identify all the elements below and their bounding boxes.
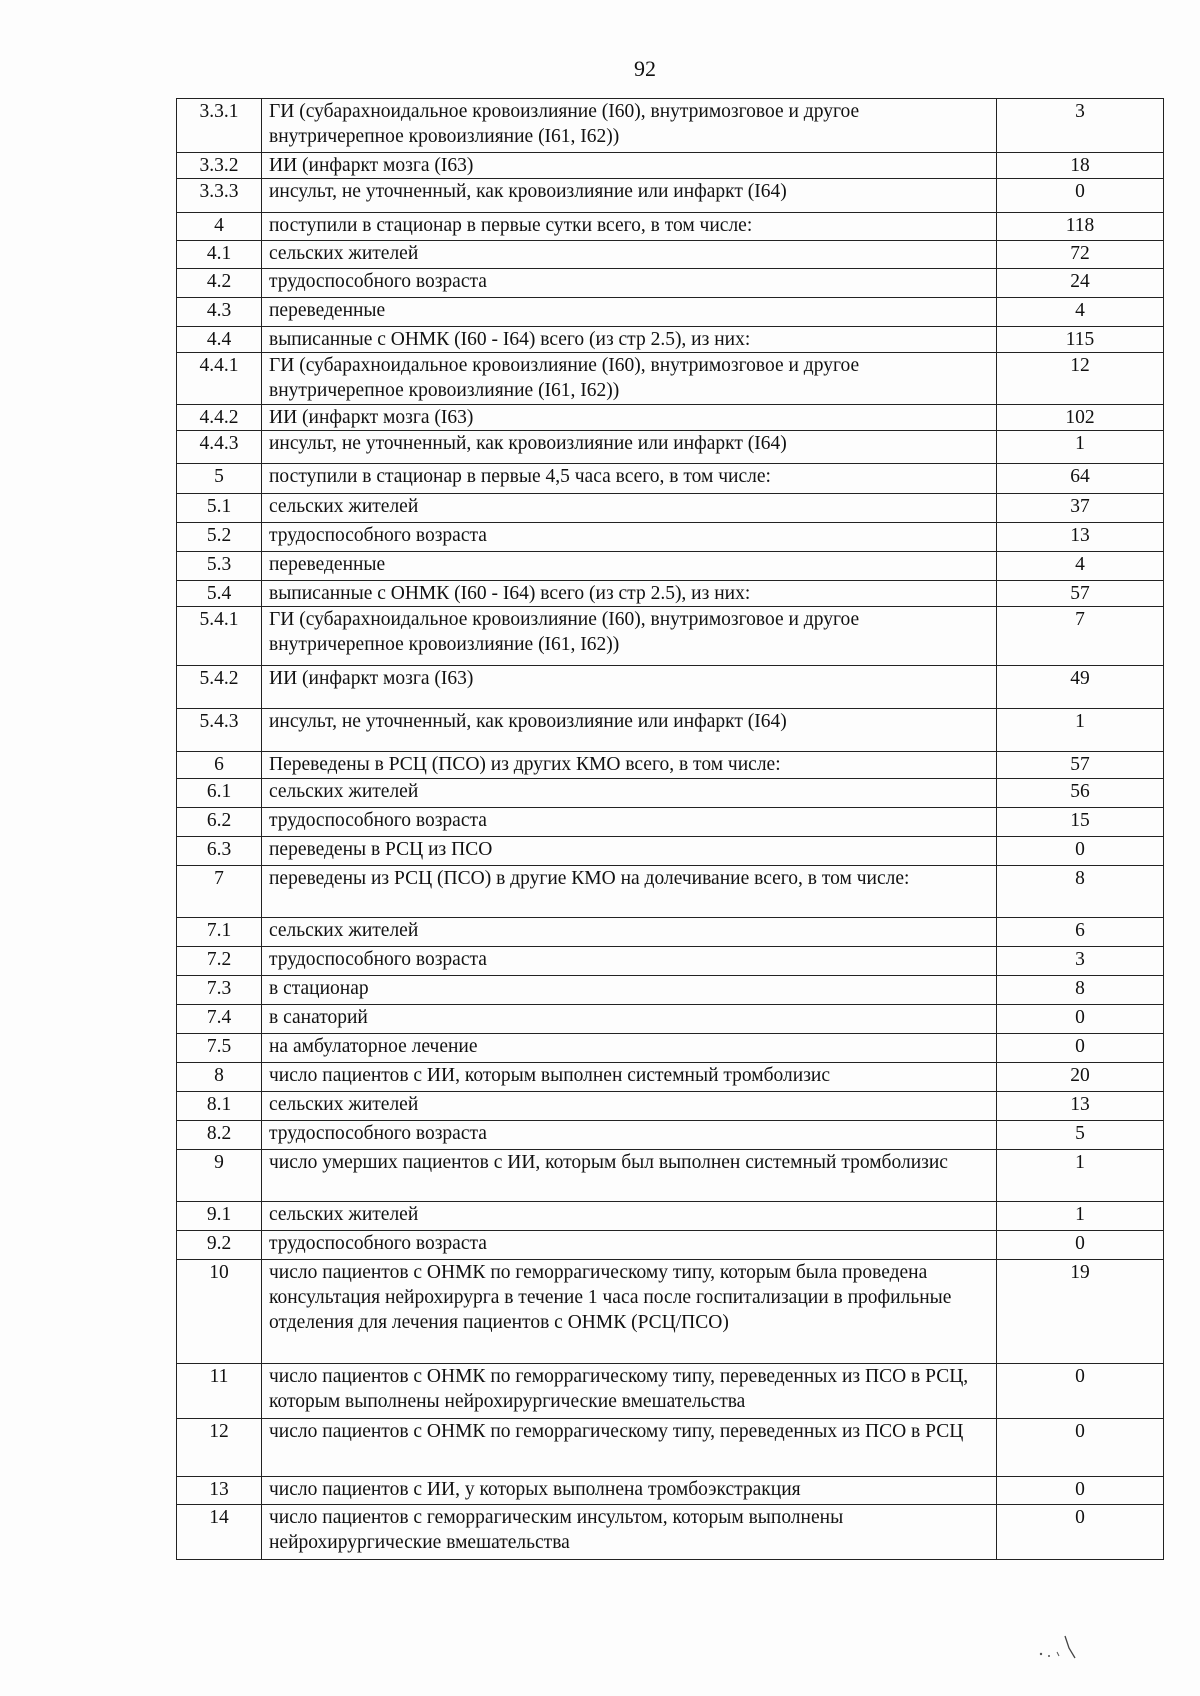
row-value-cell: 18 bbox=[997, 153, 1164, 179]
row-value-cell: 7 bbox=[997, 607, 1164, 666]
row-value-cell: 19 bbox=[997, 1260, 1164, 1364]
row-value-cell: 1 bbox=[997, 1202, 1164, 1231]
row-description-cell: ИИ (инфаркт мозга (I63) bbox=[262, 153, 997, 179]
row-value-cell: 37 bbox=[997, 494, 1164, 523]
row-description-cell: сельских жителей bbox=[262, 241, 997, 269]
row-description-cell: трудоспособного возраста bbox=[262, 269, 997, 298]
row-value-cell: 0 bbox=[997, 1419, 1164, 1477]
row-value-cell: 6 bbox=[997, 918, 1164, 947]
table-row bbox=[177, 918, 1164, 947]
row-number-cell: 4 bbox=[177, 213, 262, 241]
table-row bbox=[177, 405, 1164, 431]
row-description-cell: сельских жителей bbox=[262, 779, 997, 808]
row-number-cell: 5.4.2 bbox=[177, 666, 262, 709]
row-value-cell: 1 bbox=[997, 1150, 1164, 1202]
row-description-cell: переведенные bbox=[262, 298, 997, 327]
row-value-cell: 102 bbox=[997, 405, 1164, 431]
table-row bbox=[177, 464, 1164, 494]
row-number-cell: 4.2 bbox=[177, 269, 262, 298]
row-number-cell: 3.3.1 bbox=[177, 99, 262, 153]
row-description-cell: трудоспособного возраста bbox=[262, 947, 997, 976]
row-value-cell: 20 bbox=[997, 1063, 1164, 1092]
row-value-cell: 56 bbox=[997, 779, 1164, 808]
row-number-cell: 7 bbox=[177, 866, 262, 918]
row-number-cell: 7.5 bbox=[177, 1034, 262, 1063]
table-row bbox=[177, 1231, 1164, 1260]
scan-smudge-mark bbox=[1035, 1632, 1095, 1662]
row-value-cell: 13 bbox=[997, 523, 1164, 552]
table-row bbox=[177, 866, 1164, 918]
row-value-cell: 0 bbox=[997, 837, 1164, 866]
row-description-cell: число пациентов с ОНМК по геморрагическому типу, которым была проведена консультация нейрохирурга в течение 1 часа после госпитализации в профильные отделения для лечения пациентов с ОНМК (РСЦ/ПСО) bbox=[262, 1260, 997, 1364]
row-description-cell: сельских жителей bbox=[262, 494, 997, 523]
row-description-cell: ИИ (инфаркт мозга (I63) bbox=[262, 666, 997, 709]
row-value-cell: 0 bbox=[997, 1034, 1164, 1063]
row-value-cell: 0 bbox=[997, 1005, 1164, 1034]
row-description-cell: поступили в стационар в первые сутки всего, в том числе: bbox=[262, 213, 997, 241]
row-number-cell: 5.3 bbox=[177, 552, 262, 581]
row-value-cell: 0 bbox=[997, 1477, 1164, 1505]
row-description-cell: в стационар bbox=[262, 976, 997, 1005]
table-row bbox=[177, 1202, 1164, 1231]
table-row bbox=[177, 709, 1164, 752]
row-description-cell: сельских жителей bbox=[262, 1092, 997, 1121]
row-number-cell: 8.1 bbox=[177, 1092, 262, 1121]
row-value-cell: 1 bbox=[997, 709, 1164, 752]
table-row bbox=[177, 298, 1164, 327]
row-number-cell: 13 bbox=[177, 1477, 262, 1505]
row-number-cell: 9 bbox=[177, 1150, 262, 1202]
row-number-cell: 6 bbox=[177, 752, 262, 779]
row-value-cell: 0 bbox=[997, 1231, 1164, 1260]
row-description-cell: число пациентов с ИИ, у которых выполнена тромбоэкстракция bbox=[262, 1477, 997, 1505]
table-row bbox=[177, 1092, 1164, 1121]
table-row bbox=[177, 1150, 1164, 1202]
row-description-cell: число умерших пациентов с ИИ, которым был выполнен системный тромболизис bbox=[262, 1150, 997, 1202]
table-row bbox=[177, 752, 1164, 779]
row-value-cell: 0 bbox=[997, 1364, 1164, 1419]
row-description-cell: ГИ (субарахноидальное кровоизлияние (I60), внутримозговое и другое внутричерепное кровоизлияние (I61, I62)) bbox=[262, 99, 997, 153]
row-number-cell: 5.4.1 bbox=[177, 607, 262, 666]
row-number-cell: 7.4 bbox=[177, 1005, 262, 1034]
row-description-cell: переведены из РСЦ (ПСО) в другие КМО на долечивание всего, в том числе: bbox=[262, 866, 997, 918]
row-number-cell: 4.4 bbox=[177, 327, 262, 353]
table-row bbox=[177, 607, 1164, 666]
table-row bbox=[177, 808, 1164, 837]
table-row bbox=[177, 431, 1164, 464]
row-number-cell: 6.2 bbox=[177, 808, 262, 837]
row-value-cell: 4 bbox=[997, 298, 1164, 327]
table-row bbox=[177, 241, 1164, 269]
row-number-cell: 12 bbox=[177, 1419, 262, 1477]
row-value-cell: 24 bbox=[997, 269, 1164, 298]
table-row bbox=[177, 179, 1164, 213]
row-number-cell: 8.2 bbox=[177, 1121, 262, 1150]
row-value-cell: 15 bbox=[997, 808, 1164, 837]
table-row bbox=[177, 552, 1164, 581]
row-number-cell: 4.1 bbox=[177, 241, 262, 269]
table-row bbox=[177, 1121, 1164, 1150]
row-description-cell: ГИ (субарахноидальное кровоизлияние (I60), внутримозговое и другое внутричерепное кровоизлияние (I61, I62)) bbox=[262, 353, 997, 405]
row-number-cell: 5 bbox=[177, 464, 262, 494]
row-number-cell: 4.4.2 bbox=[177, 405, 262, 431]
row-number-cell: 4.3 bbox=[177, 298, 262, 327]
row-number-cell: 7.1 bbox=[177, 918, 262, 947]
table-row bbox=[177, 1505, 1164, 1560]
row-description-cell: сельских жителей bbox=[262, 1202, 997, 1231]
row-description-cell: выписанные с ОНМК (I60 - I64) всего (из стр 2.5), из них: bbox=[262, 327, 997, 353]
row-description-cell: трудоспособного возраста bbox=[262, 808, 997, 837]
row-number-cell: 3.3.3 bbox=[177, 179, 262, 213]
row-value-cell: 1 bbox=[997, 431, 1164, 464]
row-description-cell: число пациентов с ОНМК по геморрагическому типу, переведенных из ПСО в РСЦ bbox=[262, 1419, 997, 1477]
table-row bbox=[177, 1477, 1164, 1505]
row-value-cell: 57 bbox=[997, 581, 1164, 607]
row-description-cell: переведены в РСЦ из ПСО bbox=[262, 837, 997, 866]
row-description-cell: на амбулаторное лечение bbox=[262, 1034, 997, 1063]
table-row bbox=[177, 581, 1164, 607]
row-description-cell: сельских жителей bbox=[262, 918, 997, 947]
row-number-cell: 8 bbox=[177, 1063, 262, 1092]
table-row bbox=[177, 153, 1164, 179]
table-body bbox=[177, 99, 1164, 1560]
row-description-cell: инсульт, не уточненный, как кровоизлияние или инфаркт (I64) bbox=[262, 431, 997, 464]
table-row bbox=[177, 523, 1164, 552]
row-number-cell: 5.4 bbox=[177, 581, 262, 607]
row-value-cell: 5 bbox=[997, 1121, 1164, 1150]
row-value-cell: 118 bbox=[997, 213, 1164, 241]
row-number-cell: 11 bbox=[177, 1364, 262, 1419]
row-value-cell: 13 bbox=[997, 1092, 1164, 1121]
row-value-cell: 8 bbox=[997, 866, 1164, 918]
row-value-cell: 8 bbox=[997, 976, 1164, 1005]
table-row bbox=[177, 213, 1164, 241]
row-description-cell: Переведены в РСЦ (ПСО) из других КМО всего, в том числе: bbox=[262, 752, 997, 779]
row-description-cell: в санаторий bbox=[262, 1005, 997, 1034]
row-number-cell: 14 bbox=[177, 1505, 262, 1560]
row-value-cell: 12 bbox=[997, 353, 1164, 405]
table-row bbox=[177, 99, 1164, 153]
table-row bbox=[177, 494, 1164, 523]
table-row bbox=[177, 947, 1164, 976]
table-row bbox=[177, 976, 1164, 1005]
row-number-cell: 10 bbox=[177, 1260, 262, 1364]
row-number-cell: 9.1 bbox=[177, 1202, 262, 1231]
row-description-cell: инсульт, не уточненный, как кровоизлияние или инфаркт (I64) bbox=[262, 709, 997, 752]
row-number-cell: 4.4.3 bbox=[177, 431, 262, 464]
row-number-cell: 6.3 bbox=[177, 837, 262, 866]
row-description-cell: число пациентов с ИИ, которым выполнен системный тромболизис bbox=[262, 1063, 997, 1092]
row-number-cell: 7.3 bbox=[177, 976, 262, 1005]
row-number-cell: 6.1 bbox=[177, 779, 262, 808]
stroke-statistics-table bbox=[176, 98, 1164, 1560]
table-row bbox=[177, 327, 1164, 353]
row-number-cell: 4.4.1 bbox=[177, 353, 262, 405]
table-row bbox=[177, 1034, 1164, 1063]
row-description-cell: трудоспособного возраста bbox=[262, 523, 997, 552]
row-value-cell: 115 bbox=[997, 327, 1164, 353]
row-number-cell: 7.2 bbox=[177, 947, 262, 976]
row-description-cell: поступили в стационар в первые 4,5 часа всего, в том числе: bbox=[262, 464, 997, 494]
table-row bbox=[177, 779, 1164, 808]
row-value-cell: 3 bbox=[997, 99, 1164, 153]
row-value-cell: 0 bbox=[997, 1505, 1164, 1560]
row-description-cell: инсульт, не уточненный, как кровоизлияние или инфаркт (I64) bbox=[262, 179, 997, 213]
table-row bbox=[177, 1063, 1164, 1092]
row-value-cell: 3 bbox=[997, 947, 1164, 976]
row-value-cell: 4 bbox=[997, 552, 1164, 581]
row-number-cell: 5.2 bbox=[177, 523, 262, 552]
row-description-cell: ГИ (субарахноидальное кровоизлияние (I60), внутримозговое и другое внутричерепное кровоизлияние (I61, I62)) bbox=[262, 607, 997, 666]
row-description-cell: число пациентов с геморрагическим инсультом, которым выполнены нейрохирургические вмешательства bbox=[262, 1505, 997, 1560]
table-row bbox=[177, 1364, 1164, 1419]
table-row bbox=[177, 269, 1164, 298]
row-description-cell: переведенные bbox=[262, 552, 997, 581]
table-row bbox=[177, 837, 1164, 866]
row-description-cell: выписанные с ОНМК (I60 - I64) всего (из стр 2.5), из них: bbox=[262, 581, 997, 607]
row-description-cell: число пациентов с ОНМК по геморрагическому типу, переведенных из ПСО в РСЦ, которым выполнены нейрохирургические вмешательства bbox=[262, 1364, 997, 1419]
page-number: 92 bbox=[634, 56, 656, 81]
table-row bbox=[177, 1260, 1164, 1364]
row-value-cell: 0 bbox=[997, 179, 1164, 213]
row-value-cell: 72 bbox=[997, 241, 1164, 269]
table-row bbox=[177, 1005, 1164, 1034]
table-row bbox=[177, 353, 1164, 405]
row-description-cell: трудоспособного возраста bbox=[262, 1231, 997, 1260]
row-number-cell: 3.3.2 bbox=[177, 153, 262, 179]
table-row bbox=[177, 666, 1164, 709]
row-value-cell: 64 bbox=[997, 464, 1164, 494]
row-value-cell: 49 bbox=[997, 666, 1164, 709]
row-number-cell: 9.2 bbox=[177, 1231, 262, 1260]
row-number-cell: 5.4.3 bbox=[177, 709, 262, 752]
table-row bbox=[177, 1419, 1164, 1477]
row-number-cell: 5.1 bbox=[177, 494, 262, 523]
row-value-cell: 57 bbox=[997, 752, 1164, 779]
row-description-cell: ИИ (инфаркт мозга (I63) bbox=[262, 405, 997, 431]
row-description-cell: трудоспособного возраста bbox=[262, 1121, 997, 1150]
